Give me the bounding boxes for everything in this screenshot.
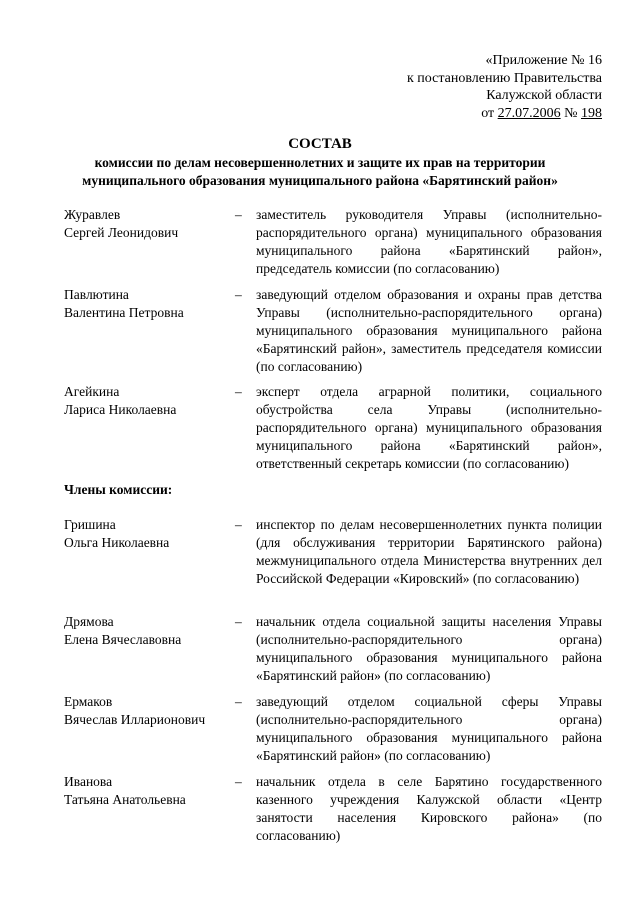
annex-header [407,52,602,122]
person-given-names: Лариса Николаевна [64,402,177,417]
person-role: эксперт отдела аграрной политики, социального обустройства села Управы (исполнительно-распорядительного органа) муниципального образования муниципального района «Барятинский район», ответственный секретарь комиссии (по согласованию) [256,384,602,471]
person-given-names: Валентина Петровна [64,305,184,320]
member-row [64,613,602,693]
member-row [64,693,602,773]
person-role: заведующий отделом социальной сферы Управы (исполнительно-распорядительного органа) муниципального образования муниципального района «Барятинский район» (по согласованию) [256,694,602,763]
annex-line-4 [407,105,602,123]
annex-line-3: Калужской области [486,88,602,103]
person-name [64,383,234,419]
person-name [64,613,234,649]
person-given-names: Татьяна Анатольевна [64,792,186,807]
person-surname: Агейкина [64,384,120,399]
person-surname: Ермаков [64,694,113,709]
dash-separator: – [235,207,242,222]
document-subtitle [60,154,580,189]
person-surname: Иванова [64,774,113,789]
person-name [64,286,234,322]
person-surname: Дрямова [64,614,114,629]
annex-line-1: «Приложение № 16 [485,53,602,68]
annex-date-prefix: от [481,105,498,121]
dash-separator: – [235,517,242,532]
person-role: начальник отдела в селе Барятино государственного казенного учреждения Калужской области «Центр занятости населения Кировского района» (по согласованию) [256,774,602,843]
person-role: заведующий отделом образования и охраны прав детства Управы (исполнительно-распорядительного органа) муниципального образования муниципального района «Барятинский район», заместитель председателя комиссии (по согласованию) [256,287,602,374]
person-row-secretary [64,383,602,471]
dash-separator: – [235,287,242,302]
person-row-chairman [64,206,602,286]
person-given-names: Сергей Леонидович [64,225,179,240]
dash-separator: – [235,774,242,789]
person-name [64,206,234,242]
dash-separator: – [235,384,242,399]
subtitle-line-1: комиссии по делам несовершеннолетних и защите их прав на территории [94,155,546,170]
annex-line-2: к постановлению Правительства [406,70,602,86]
person-role: начальник отдела социальной защиты населения Управы (исполнительно-распорядительного органа) муниципального образования муниципального района «Барятинский район» (по согласованию) [256,614,602,683]
person-name [64,773,234,809]
person-given-names: Ольга Николаевна [64,535,170,550]
person-name [64,516,234,552]
person-given-names: Вячеслав Илларионович [64,712,206,727]
subtitle-line-2: муниципального образования муниципального района «Барятинский район» [82,172,558,188]
member-row [64,516,602,596]
annex-number: 198 [581,105,602,121]
document-title: СОСТАВ [288,136,352,152]
person-surname: Гришина [64,517,116,532]
member-row [64,773,602,853]
dash-separator: – [235,694,242,709]
dash-separator: – [235,614,242,629]
person-role: инспектор по делам несовершеннолетних пункта полиции (для обслуживания территории Барятинского района) межмуниципального отдела Министерства внутренних дел Российской Федерации «Кировский» (по согласованию) [256,517,602,586]
person-name [64,693,234,729]
person-row-deputy-chairman [64,286,602,374]
annex-number-sep: № [560,105,581,121]
person-surname: Павлютина [64,287,129,302]
person-given-names: Елена Вячеславовна [64,632,182,647]
members-heading: Члены комиссии: [64,482,173,497]
person-role: заместитель руководителя Управы (исполнительно-распорядительного органа) муниципального образования муниципального района «Барятинский район», председатель комиссии (по согласованию) [256,207,602,276]
person-surname: Журавлев [64,207,121,222]
annex-date: 27.07.2006 [497,105,561,121]
